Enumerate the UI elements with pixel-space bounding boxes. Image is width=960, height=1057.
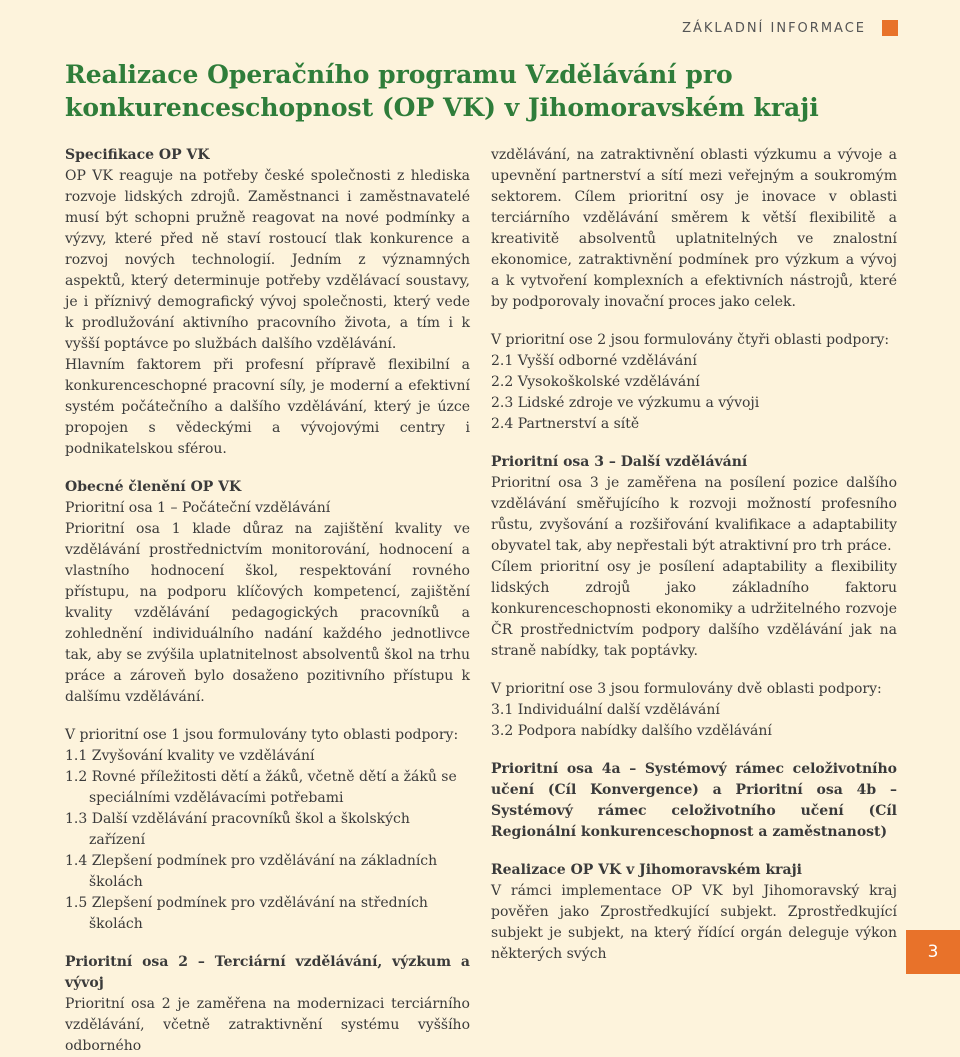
region-text: V rámci implementace OP VK byl Jihomoravský kraj pověřen jako Zprostředkující subjekt. Zprostředkující subjekt je subjekt, na který řídící orgán deleguje výkon některých svých [491, 883, 897, 962]
section-marker-square [882, 20, 898, 36]
list-item: 3.2 Podpora nabídky dalšího vzdělávání [491, 723, 772, 739]
list-item: 1.5 Zlepšení podmínek pro vzdělávání na středních školách [65, 895, 428, 932]
axis3-heading: Prioritní osa 3 – Další vzdělávání [491, 454, 748, 470]
list-item: 2.4 Partnerství a sítě [491, 416, 640, 432]
section-label: ZÁKLADNÍ INFORMACE [682, 21, 866, 36]
list-item: 3.1 Individuální další vzdělávání [491, 702, 720, 718]
axis2-text-continued: vzdělávání, na zatraktivnění oblasti výzkumu a vývoje a upevnění partnerství a sítí mezi veřejným a soukromým sektorem. Cílem prioritní osy je inovace v oblasti terciárního vzdělávání směrem k větší flexibilitě a kreativitě absolventů uplatnitelných ve znalostní ekonomice, zatraktivnění podmínek pro výzkum a vývoj a k vytvoření komplexních a efektivních nástrojů, které by podporovaly inovační proces jako celek. [491, 147, 897, 310]
list-item: 2.2 Vysokoškolské vzdělávání [491, 374, 700, 390]
page-number: 3 [906, 930, 960, 974]
axis2-areas-list [491, 351, 897, 435]
list-item: 1.2 Rovné příležitosti dětí a žáků, včetně dětí a žáků se speciálními vzdělávacími potřebami [65, 769, 457, 806]
spec-heading: Specifikace OP VK [65, 147, 210, 163]
axis1-text: Prioritní osa 1 klade důraz na zajištění kvality ve vzdělávání prostřednictvím monitorování, hodnocení a vlastního hodnocení škol, respektování rovného přístupu, na podporu klíčových kompetencí, zajištění kvality vzdělávání pedagogických pracovníků a zohlednění individuálního nadání každého jednotlivce tak, aby se zvýšila uplatnitelnost absolventů škol na trhu práce a zároveň bylo dosaženo pozitivního přístupu k dalšímu vzdělávání. [65, 521, 470, 705]
list-item: 2.3 Lidské zdroje ve výzkumu a vývoji [491, 395, 760, 411]
axis3-paragraph-2: Cílem prioritní osy je posílení adaptability a flexibility lidských zdrojů jako základního faktoru konkurenceschopnosti ekonomiky a udržitelného rozvoje ČR prostřednictvím podpory dalšího vzdělávání jak na straně nabídky, tak poptávky. [491, 559, 897, 659]
axis1-areas-intro: V prioritní ose 1 jsou formulovány tyto oblasti podpory: [65, 727, 459, 743]
right-column [491, 145, 897, 965]
axis3-areas-intro: V prioritní ose 3 jsou formulovány dvě oblasti podpory: [491, 681, 882, 697]
region-heading: Realizace OP VK v Jihomoravském kraji [491, 862, 802, 878]
axis3-areas-list [491, 700, 897, 742]
axis1-areas-list [65, 746, 470, 935]
axis2-areas-intro: V prioritní ose 2 jsou formulovány čtyři oblasti podpory: [491, 332, 890, 348]
list-item: 1.1 Zvyšování kvality ve vzdělávání [65, 748, 315, 764]
spec-paragraph-1: OP VK reaguje na potřeby české společnosti z hlediska rozvoje lidských zdrojů. Zaměstnanci i zaměstnavatelé musí být schopni pružně reagovat na nové podmínky a výzvy, které před ně staví rostoucí tlak konkurence a rozvoj nových technologií. Jedním z významných aspektů, který determinuje potřeby vzdělávací soustavy, je i příznivý demografický vývoj společnosti, který vede k prodlužování aktivního pracovního života, a tím i k vyšší poptávce po službách dalšího vzdělávání. [65, 168, 470, 352]
axis4-heading: Prioritní osa 4a – Systémový rámec celoživotního učení (Cíl Konvergence) a Prioritní osa 4b – Systémový rámec celoživotního učení (Cíl Regionální konkurenceschopnost a zaměstnanost) [491, 761, 897, 840]
axis2-text-start: Prioritní osa 2 je zaměřena na modernizaci terciárního vzdělávání, včetně zatraktivnění systému vyššího odborného [65, 996, 470, 1054]
spec-paragraph-2: Hlavním faktorem při profesní přípravě flexibilní a konkurenceschopné pracovní síly, je moderní a efektivní systém počátečního a dalšího vzdělávání, který je úzce propojen s vědeckými a vývojovými centry i podnikatelskou sférou. [65, 357, 470, 457]
list-item: 1.3 Další vzdělávání pracovníků škol a školských zařízení [65, 811, 410, 848]
axis1-title: Prioritní osa 1 – Počáteční vzdělávání [65, 500, 331, 516]
left-column [65, 145, 470, 1057]
list-item: 1.4 Zlepšení podmínek pro vzdělávání na základních školách [65, 853, 438, 890]
page-title: Realizace Operačního programu Vzdělávání pro konkurenceschopnost (OP VK) v Jihomoravském kraji [65, 60, 819, 122]
axis3-paragraph-1: Prioritní osa 3 je zaměřena na posílení pozice dalšího vzdělávání směřujícího k rozvoji možností profesního růstu, zvyšování a rozšiřování kvalifikace a adaptability obyvatel tak, aby nepřestali být atraktivní pro trh práce. [491, 475, 897, 554]
general-heading: Obecné členění OP VK [65, 479, 242, 495]
axis2-heading: Prioritní osa 2 – Terciární vzdělávání, výzkum a vývoj [65, 954, 470, 991]
list-item: 2.1 Vyšší odborné vzdělávání [491, 353, 697, 369]
